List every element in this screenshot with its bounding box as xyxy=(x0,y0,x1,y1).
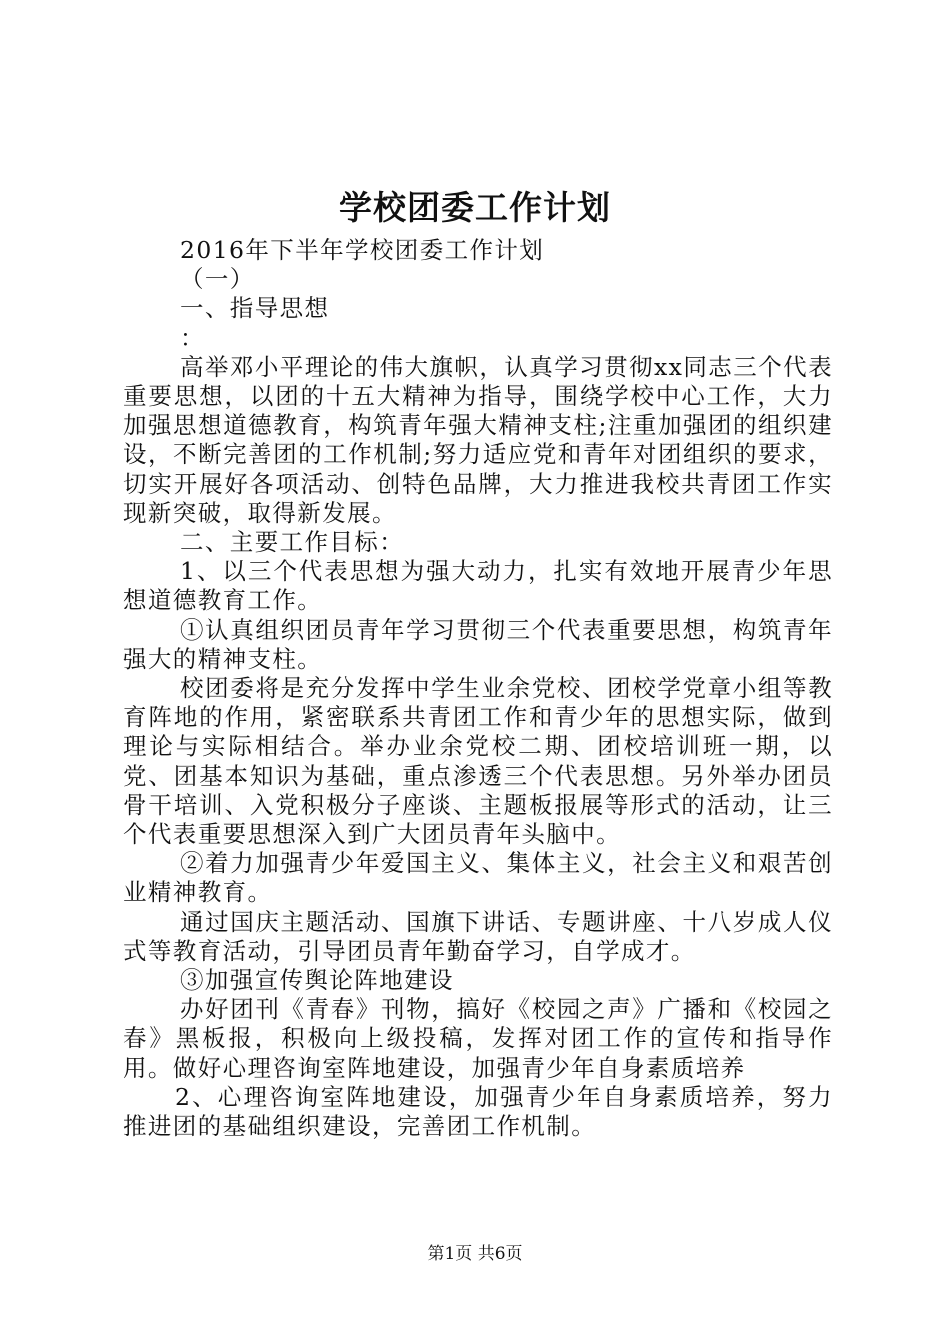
paragraph: 通过国庆主题活动、国旗下讲话、专题讲座、十八岁成人仪式等教育活动，引导团员青年勤奋学习，自学成才。 xyxy=(123,907,833,965)
paragraph: 校团委将是充分发挥中学生业余党校、团校学党章小组等教育阵地的作用，紧密联系共青团工作和青少年的思想实际，做到理论与实际相结合。举办业余党校二期、团校培训班一期，以党、团基本知识为基础，重点渗透三个代表思想。另外举办团员骨干培训、入党积极分子座谈、主题板报展等形式的活动，让三个代表重要思想深入到广大团员青年头脑中。 xyxy=(123,674,833,849)
list-item: ①认真组织团员青年学习贯彻三个代表重要思想，构筑青年强大的精神支柱。 xyxy=(123,615,833,673)
goal-item: 1、以三个代表思想为强大动力，扎实有效地开展青少年思想道德教育工作。 xyxy=(123,557,833,615)
section-number: （一） xyxy=(180,265,255,294)
heading-colon: ： xyxy=(180,323,205,352)
paragraph-guiding-thought: 高举邓小平理论的伟大旗帜，认真学习贯彻xx同志三个代表重要思想，以团的十五大精神为指导，围绕学校中心工作，大力加强思想道德教育，构筑青年强大精神支柱;注重加强团的组织建设，不断完善团的工作机制;努力适应党和青年对团组织的要求，切实开展好各项活动、创特色品牌，大力推进我校共青团工作实现新突破，取得新发展。 xyxy=(123,352,833,527)
page-footer: 第1页 共6页 xyxy=(427,1244,523,1264)
document-body xyxy=(123,236,833,1141)
section-heading: 一、指导思想 xyxy=(180,294,330,323)
list-item: ②着力加强青少年爱国主义、集体主义，社会主义和艰苦创业精神教育。 xyxy=(123,849,833,907)
list-item: ③加强宣传舆论阵地建设 xyxy=(180,966,454,995)
goal-item: 2、心理咨询室阵地建设，加强青少年自身素质培养，努力推进团的基础组织建设，完善团工作机制。 xyxy=(123,1082,833,1141)
document-subtitle: 2016年下半年学校团委工作计划 xyxy=(180,236,545,264)
paragraph: 办好团刊《青春》刊物，搞好《校园之声》广播和《校园之春》黑板报，积极向上级投稿，发挥对团工作的宣传和指导作用。做好心理咨询室阵地建设，加强青少年自身素质培养 xyxy=(123,995,833,1082)
section-heading: 二、主要工作目标： xyxy=(180,528,405,557)
document-title: 学校团委工作计划 xyxy=(339,188,611,227)
